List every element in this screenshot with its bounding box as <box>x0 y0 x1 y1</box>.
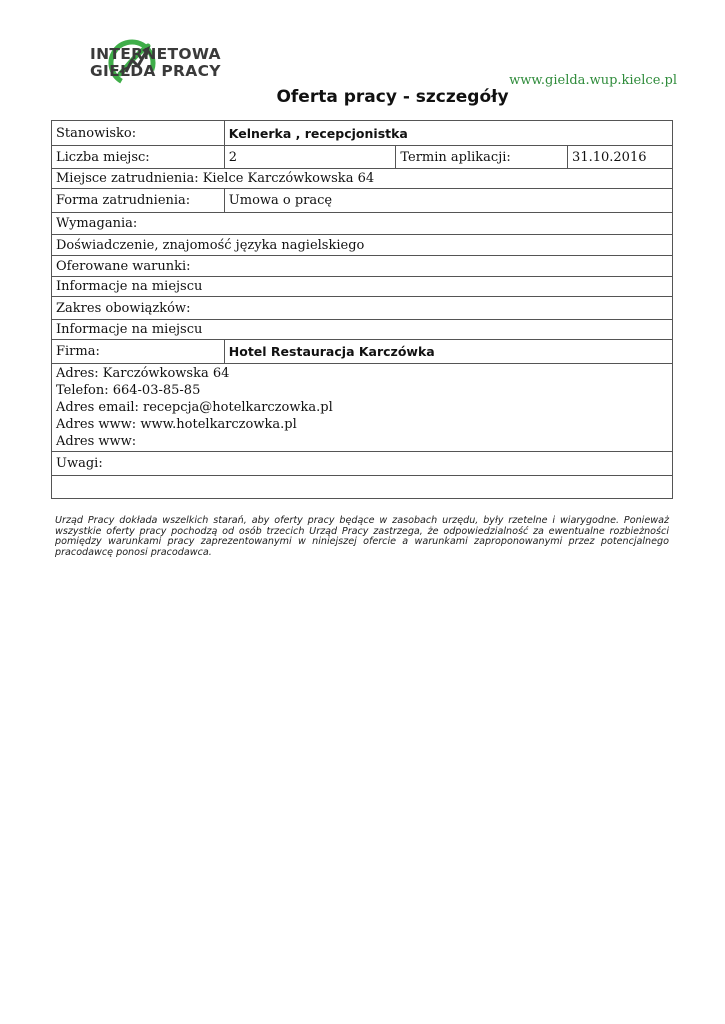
duties-value: Informacje na miejscu <box>52 320 673 340</box>
email-line: Adres email: recepcja@hotelkarczowka.pl <box>56 400 333 415</box>
contact-block <box>52 364 673 452</box>
address-line: Adres: Karczówkowska 64 <box>56 366 230 381</box>
notes-value <box>52 476 673 499</box>
company-label: Firma: <box>52 340 225 364</box>
row-company <box>52 340 673 364</box>
row-position <box>52 121 673 146</box>
employment-label: Forma zatrudnienia: <box>52 189 225 213</box>
row-contact <box>52 364 673 452</box>
disclaimer-text: Urząd Pracy dokłada wszelkich starań, aby oferty pracy będące w zasobach urzędu, były rzetelne i wiarygodne. Ponieważ wszystkie oferty pracy pochodzą od osób trzecich Urząd Pracy zastrzega, że odpowiedzialność za ewentualne rozbieżności pomiędzy warunkami pracy zaprezentowanymi w niniejszej ofercie a warunkami zaproponowanymi przez potencjalnego pracodawcę ponosi pracodawca. <box>55 515 669 558</box>
row-conditions-value <box>52 277 673 297</box>
requirements-value: Doświadczenie, znajomość języka nagielskiego <box>52 235 673 256</box>
conditions-label: Oferowane warunki: <box>52 256 673 277</box>
page-title: Oferta pracy - szczegóły <box>276 87 509 107</box>
row-duties-value <box>52 320 673 340</box>
row-workplace <box>52 169 673 189</box>
row-conditions-label <box>52 256 673 277</box>
row-notes-label <box>52 452 673 476</box>
phone-line: Telefon: 664-03-85-85 <box>56 383 201 398</box>
offer-details-table <box>51 120 673 499</box>
site-url-link[interactable]: www.gielda.wup.kielce.pl <box>509 73 677 88</box>
employment-value: Umowa o pracę <box>224 189 672 213</box>
deadline-label: Termin aplikacji: <box>396 146 568 169</box>
row-requirements-value <box>52 235 673 256</box>
company-value: Hotel Restauracja Karczówka <box>224 340 672 364</box>
row-places <box>52 146 673 169</box>
position-label: Stanowisko: <box>52 121 225 146</box>
workplace-value: Miejsce zatrudnienia: Kielce Karczówkowska 64 <box>52 169 673 189</box>
position-value: Kelnerka , recepcjonistka <box>224 121 672 146</box>
notes-label: Uwagi: <box>52 452 673 476</box>
row-requirements-label <box>52 213 673 235</box>
logo-line-1: INTERNETOWA <box>90 45 221 63</box>
www-line: Adres www: www.hotelkarczowka.pl <box>56 417 297 432</box>
row-duties-label <box>52 297 673 320</box>
deadline-value: 31.10.2016 <box>568 146 673 169</box>
duties-label: Zakres obowiązków: <box>52 297 673 320</box>
places-label: Liczba miejsc: <box>52 146 225 169</box>
row-notes-value <box>52 476 673 499</box>
www-line-2: Adres www: <box>56 434 137 449</box>
row-employment <box>52 189 673 213</box>
logo-line-2: GIEŁDA PRACY <box>90 62 221 80</box>
places-value: 2 <box>224 146 396 169</box>
logo-wordmark <box>90 46 221 80</box>
requirements-label: Wymagania: <box>52 213 673 235</box>
conditions-value: Informacje na miejscu <box>52 277 673 297</box>
